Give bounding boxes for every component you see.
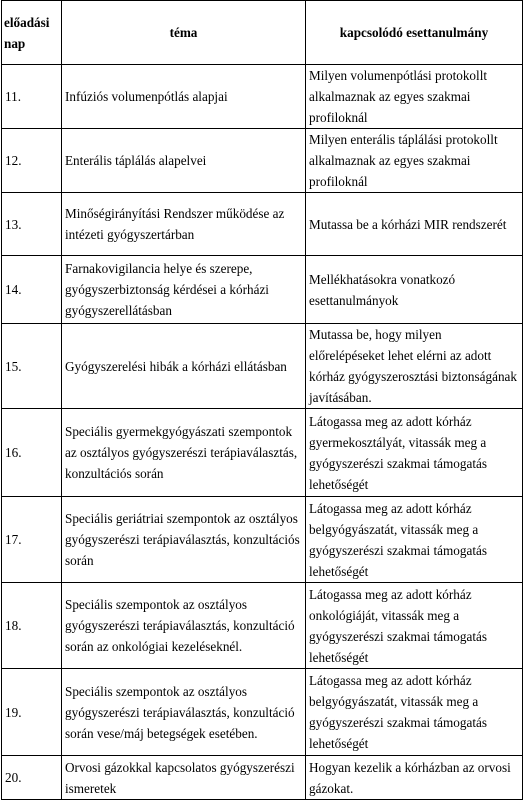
table-row (2, 669, 523, 756)
table-row (2, 497, 523, 583)
header-row (2, 1, 523, 65)
table-row (2, 324, 523, 409)
row-day-number: 19. (2, 669, 62, 756)
row-day-number: 16. (2, 409, 62, 497)
header-eloadasi-nap: előadási nap (2, 1, 62, 65)
row-topic: Farnakovigilancia helye és szerepe, gyógyszerbiztonság kérdései a kórházi gyógyszerellátásban (62, 256, 306, 324)
row-topic: Orvosi gázokkal kapcsolatos gyógyszerészi ismeretek (62, 756, 306, 800)
row-day-number: 18. (2, 583, 62, 669)
table-row (2, 193, 523, 256)
row-case-study: Látogassa meg az adott kórház belgyógyászatát, vitassák meg a gyógyszerészi szakmai támogatás lehetőségét (306, 669, 523, 756)
row-topic: Minőségirányítási Rendszer működése az intézeti gyógyszertárban (62, 193, 306, 256)
row-case-study: Látogassa meg az adott kórház belgyógyászatát, vitassák meg a gyógyszerészi szakmai támogatás lehetőségét (306, 497, 523, 583)
header-tema: téma (62, 1, 306, 65)
row-day-number: 12. (2, 129, 62, 193)
row-case-study: Mutassa be a kórházi MIR rendszerét (306, 193, 523, 256)
row-topic: Speciális szempontok az osztályos gyógyszerészi terápiaválasztás, konzultáció során az onkológiai kezeléseknél. (62, 583, 306, 669)
row-case-study: Milyen enterális táplálási protokollt alkalmaznak az egyes szakmai profiloknál (306, 129, 523, 193)
row-topic: Gyógyszerelési hibák a kórházi ellátásban (62, 324, 306, 409)
row-day-number: 13. (2, 193, 62, 256)
table-header (2, 1, 523, 65)
table-row (2, 256, 523, 324)
table-row (2, 583, 523, 669)
table-row (2, 65, 523, 129)
row-day-number: 20. (2, 756, 62, 800)
schedule-table (1, 0, 523, 800)
row-topic: Infúziós volumenpótlás alapjai (62, 65, 306, 129)
row-topic: Speciális geriátriai szempontok az osztályos gyógyszerészi terápiaválasztás, konzultációs során (62, 497, 306, 583)
row-case-study: Látogassa meg az adott kórház onkológiáját, vitassák meg a gyógyszerészi szakmai támogatás lehetőségét (306, 583, 523, 669)
row-day-number: 14. (2, 256, 62, 324)
table-row (2, 129, 523, 193)
row-case-study: Látogassa meg az adott kórház gyermekosztályát, vitassák meg a gyógyszerészi szakmai támogatás lehetőségét (306, 409, 523, 497)
header-kapcsolodo-esettanulmany: kapcsolódó esettanulmány (306, 1, 523, 65)
row-case-study: Mutassa be, hogy milyen előrelépéseket lehet elérni az adott kórház gyógyszerosztási biztonságának javításában. (306, 324, 523, 409)
row-day-number: 11. (2, 65, 62, 129)
table-body (2, 65, 523, 800)
row-topic: Speciális szempontok az osztályos gyógyszerészi terápiaválasztás, konzultáció során vese/máj betegségek esetében. (62, 669, 306, 756)
row-day-number: 17. (2, 497, 62, 583)
row-topic: Enterális táplálás alapelvei (62, 129, 306, 193)
row-day-number: 15. (2, 324, 62, 409)
row-case-study: Hogyan kezelik a kórházban az orvosi gázokat. (306, 756, 523, 800)
table-row (2, 409, 523, 497)
row-topic: Speciális gyermekgyógyászati szempontok az osztályos gyógyszerészi terápiaválasztás, konzultációs során (62, 409, 306, 497)
row-case-study: Milyen volumenpótlási protokollt alkalmaznak az egyes szakmai profiloknál (306, 65, 523, 129)
table-row (2, 756, 523, 800)
row-case-study: Mellékhatásokra vonatkozó esettanulmányok (306, 256, 523, 324)
